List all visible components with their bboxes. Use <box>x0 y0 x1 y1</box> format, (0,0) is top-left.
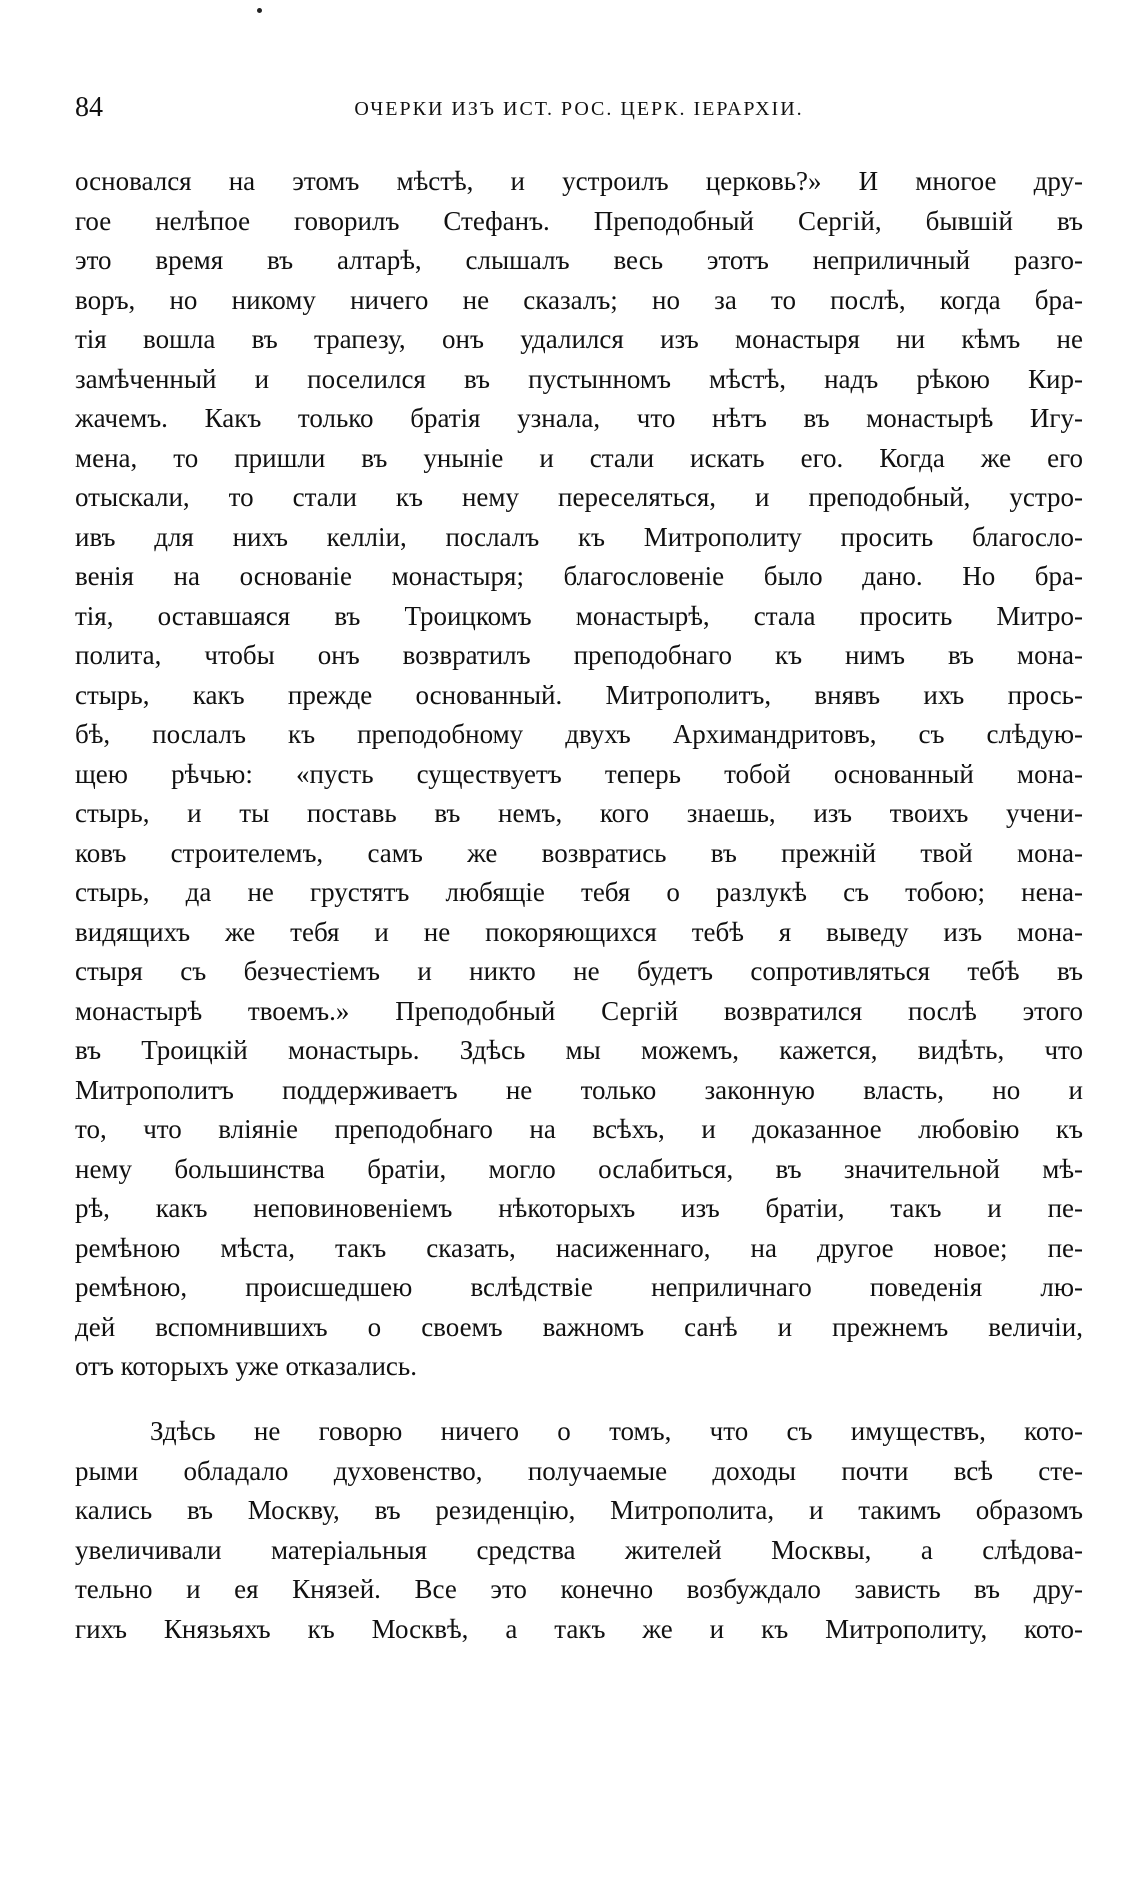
text-line: щею рѣчью: «пусть существуетъ теперь тобой основанный мона- <box>75 758 1083 789</box>
print-speck <box>257 8 262 13</box>
text-line: ковъ строителемъ, самъ же возвратись въ прежній твой мона- <box>75 837 1083 868</box>
text-line: Митрополитъ поддерживаетъ не только законную власть, но и <box>75 1074 1083 1105</box>
text-line: ремѣною мѣста, такъ сказать, насиженнаго, на другое новое; пе- <box>75 1232 1083 1263</box>
text-line: увеличивали матеріальныя средства жителей Москвы, а слѣдова- <box>75 1534 1083 1565</box>
text-line: это время въ алтарѣ, слышалъ весь этотъ неприличный разго- <box>75 245 1083 275</box>
text-line: ивъ для нихъ келліи, послалъ къ Митрополиту просить благосло- <box>75 521 1083 552</box>
text-line: отыскали, то стали къ нему переселяться, и преподобный, устро- <box>75 482 1083 512</box>
text-line: мена, то пришли въ уныніе и стали искать его. Когда же его <box>75 442 1083 473</box>
text-line: стыря съ безчестіемъ и никто не будетъ сопротивляться тебѣ въ <box>75 956 1083 986</box>
text-line: гое нелѣпое говорилъ Стефанъ. Преподобный Сергій, бывшій въ <box>75 205 1083 236</box>
text-line: бѣ, послалъ къ преподобному двухъ Архимандритовъ, съ слѣдую- <box>75 719 1083 749</box>
paragraph-1 <box>75 162 1083 1387</box>
text-line: венія на основаніе монастыря; благословеніе было дано. Но бра- <box>75 561 1083 591</box>
text-line: отъ которыхъ уже отказались. <box>75 1351 417 1381</box>
text-line: замѣченный и поселился въ пустынномъ мѣстѣ, надъ рѣкою Кир- <box>75 363 1083 394</box>
running-head: ОЧЕРКИ ИЗЪ ИСТ. РОС. ЦЕРК. ІЕРАРХІИ. <box>354 98 804 120</box>
text-line: рѣ, какъ неповиновеніемъ нѣкоторыхъ изъ братіи, такъ и пе- <box>75 1193 1083 1223</box>
text-line: тія, оставшаяся въ Троицкомъ монастырѣ, стала просить Митро- <box>75 600 1083 631</box>
text-line: стырь, да не грустятъ любящіе тебя о разлукѣ съ тобою; нена- <box>75 877 1083 907</box>
text-line: стырь, и ты поставь въ немъ, кого знаешь, изъ твоихъ учени- <box>75 798 1083 828</box>
text-line: монастырѣ твоемъ.» Преподобный Сергій возвратился послѣ этого <box>75 995 1083 1026</box>
text-line: жачемъ. Какъ только братія узнала, что нѣтъ въ монастырѣ Игу- <box>75 403 1083 433</box>
text-line: рыми обладало духовенство, получаемые доходы почти всѣ сте- <box>75 1455 1083 1486</box>
paragraph-2 <box>75 1412 1083 1649</box>
text-line: кались въ Москву, въ резиденцію, Митрополита, и такимъ образомъ <box>75 1495 1083 1525</box>
text-line: стырь, какъ прежде основанный. Митрополитъ, внявъ ихъ прось- <box>75 679 1083 710</box>
text-line: гихъ Князьяхъ къ Москвѣ, а такъ же и къ Митрополиту, кото- <box>75 1613 1083 1644</box>
text-line: въ Троицкій монастырь. Здѣсь мы можемъ, кажется, видѣть, что <box>75 1035 1083 1065</box>
text-line: воръ, но никому ничего не сказалъ; но за то послѣ, когда бра- <box>75 284 1083 315</box>
text-line: нему большинства братіи, могло ослабиться, въ значительной мѣ- <box>75 1153 1083 1184</box>
text-line: тія вошла въ трапезу, онъ удалился изъ монастыря ни кѣмъ не <box>75 324 1083 354</box>
page-number: 84 <box>75 92 103 123</box>
text-line: видящихъ же тебя и не покоряющихся тебѣ я выведу изъ мона- <box>75 916 1083 947</box>
page-header <box>75 92 1083 128</box>
text-line: основался на этомъ мѣстѣ, и устроилъ церковь?» И многое дру- <box>75 166 1083 196</box>
text-line: дей вспомнившихъ о своемъ важномъ санѣ и прежнемъ величіи, <box>75 1311 1083 1342</box>
text-line: Здѣсь не говорю ничего о томъ, что съ имуществъ, кото- <box>150 1416 1083 1446</box>
text-line: полита, чтобы онъ возвратилъ преподобнаго къ нимъ въ мона- <box>75 640 1083 670</box>
text-line: то, что вліяніе преподобнаго на всѣхъ, и доказанное любовію къ <box>75 1114 1083 1144</box>
text-line: тельно и ея Князей. Все это конечно возбуждало зависть въ дру- <box>75 1574 1083 1604</box>
text-line: ремѣною, происшедшею вслѣдствіе неприличнаго поведенія лю- <box>75 1272 1083 1302</box>
